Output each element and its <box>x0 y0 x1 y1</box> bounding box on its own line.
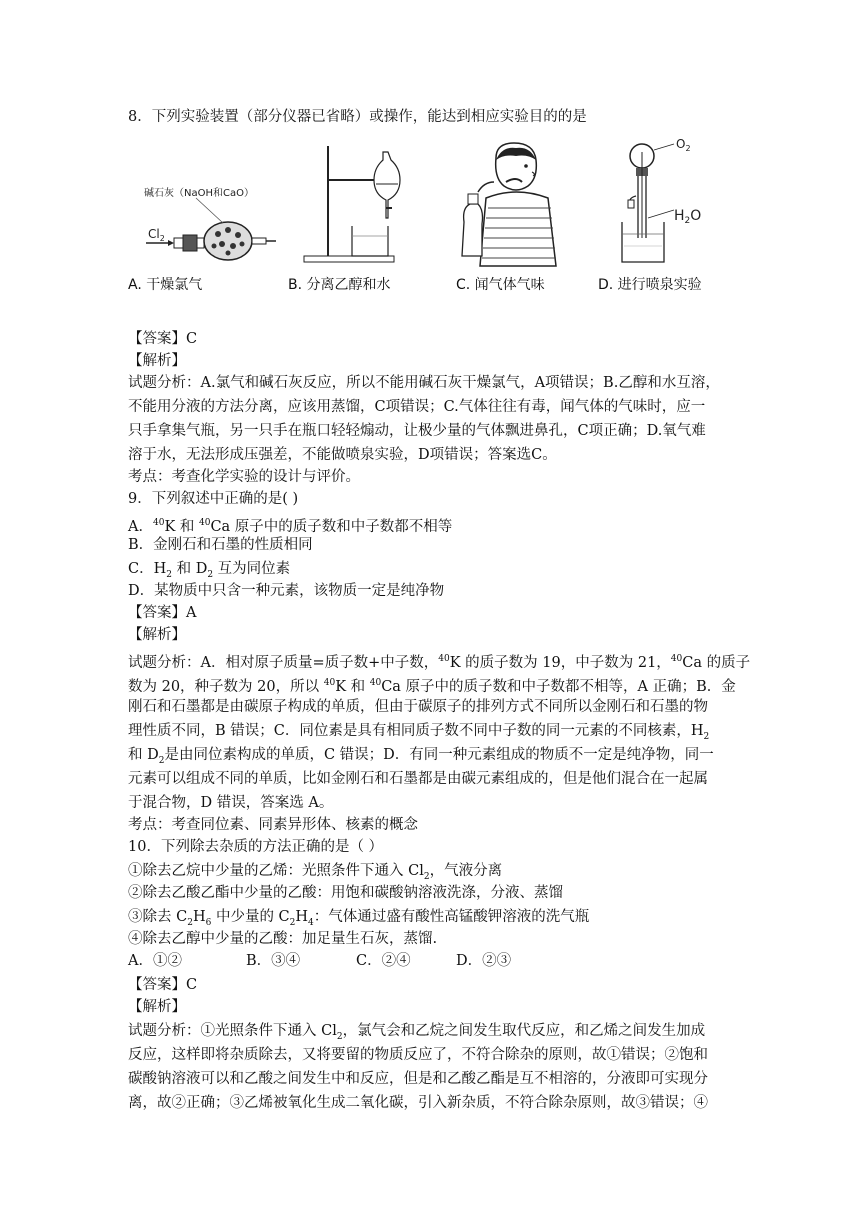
q9-option-a: A．$^{40}$K 和 $^{40}$Ca 原子中的质子数和中子数都不相等 <box>128 518 453 535</box>
figure-c-smelling-gas <box>456 138 596 298</box>
q10-item-1: ①除去乙烷中少量的乙烯：光照条件下通入 $Cl_2$，气液分离 <box>128 863 503 882</box>
oxygen-label: $O_2$ <box>676 138 691 153</box>
caption-c: C. 闻气体气味 <box>456 277 545 293</box>
q9-analysis-heading: 【解析】 <box>128 627 186 643</box>
q8-analysis-line-3: 只手拿集气瓶，另一只手在瓶口轻轻煽动，让极少量的气体飘进鼻孔，C项正确；D.氧气难 <box>128 423 706 439</box>
q10-item-3: ③除去 $C_2H_6$ 中少量的 $C_2H_4$：气体通过盛有酸性高锰酸钾溶液的洗气瓶 <box>128 909 590 928</box>
drying-tube-apparatus <box>128 138 278 268</box>
figure-a-drying-tube <box>128 138 278 298</box>
q9-stem: 9．下列叙述中正确的是( ) <box>128 491 299 507</box>
caption-a: A. 干燥氯气 <box>128 277 203 293</box>
q10-stem: 10．下列除去杂质的方法正确的是（ ） <box>128 839 384 855</box>
q8-stem: 8．下列实验装置（部分仪器已省略）或操作，能达到相应实验目的的是 <box>128 109 587 125</box>
q10-option-a: A．①② <box>128 953 182 969</box>
q10-analysis-line-3: 碳酸钠溶液可以和乙酸之间发生中和反应，但是和乙酸乙酯是互不相溶的，分液即可实现分 <box>128 1071 708 1087</box>
q10-analysis-line-4: 离，故②正确；③乙烯被氧化生成二氧化碳，引入新杂质，不符合除杂原则，故③错误；④ <box>128 1095 708 1111</box>
q9-analysis-line-1: 试题分析：A．相对原子质量=质子数+中子数，$^{40}$K 的质子数为 19，中子数为 21，$^{40}$Ca 的质子 <box>128 654 751 671</box>
q10-option-d: D．②③ <box>456 953 512 969</box>
caption-b: B. 分离乙醇和水 <box>288 277 391 293</box>
q9-answer: 【答案】A <box>128 605 197 621</box>
chlorine-label: $Cl_2$ <box>148 227 165 243</box>
q10-option-c: C．②④ <box>356 953 411 969</box>
figure-d-fountain <box>598 138 738 298</box>
q9-analysis-line-5: 和 $D_2$是由同位素构成的单质，C 错误；D．有同一种元素组成的物质不一定是纯净物，同一 <box>128 747 714 766</box>
q9-analysis-line-7: 于混合物，D 错误，答案选 A。 <box>128 795 334 811</box>
q10-answer: 【答案】C <box>128 977 198 993</box>
q9-option-c: C．$H_2$ 和 $D_2$ 互为同位素 <box>128 561 291 580</box>
q9-point: 考点：考查同位素、同素异形体、核素的概念 <box>128 817 418 833</box>
q9-analysis-line-2: 数为 20，种子数为 20，所以 $^{40}$K 和 $^{40}$Ca 原子中的质子数和中子数都不相等，A 正确；B．金 <box>128 678 736 695</box>
q9-analysis-line-6: 元素可以组成不同的单质，比如金刚石和石墨都是由碳元素组成的，但是他们混合在一起属 <box>128 771 708 787</box>
q10-options <box>128 950 738 972</box>
q8-point: 考点：考查化学实验的设计与评价。 <box>128 469 360 485</box>
fountain-experiment-apparatus <box>598 138 738 268</box>
q8-analysis-line-4: 溶于水，无法形成压强差，不能做喷泉实验，D项错误；答案选C。 <box>128 447 557 463</box>
q9-option-d: D．某物质中只含一种元素，该物质一定是纯净物 <box>128 583 445 599</box>
q8-answer: 【答案】C <box>128 331 198 347</box>
separatory-funnel-apparatus <box>288 138 428 268</box>
q8-analysis-line-2: 不能用分液的方法分离，应该用蒸馏，C项错误；C.气体往往有毒，闻气体的气味时，应一 <box>128 399 706 415</box>
q8-figures <box>128 138 738 298</box>
q9-option-b: B．金刚石和石墨的性质相同 <box>128 537 313 553</box>
q10-item-4: ④除去乙醇中少量的乙酸：加足量生石灰，蒸馏. <box>128 931 438 947</box>
caption-d: D. 进行喷泉实验 <box>598 277 702 293</box>
q8-analysis-line-1: 试题分析：A.氯气和碱石灰反应，所以不能用碱石灰干燥氯气，A项错误；B.乙醇和水互溶， <box>128 375 720 391</box>
q9-analysis-line-3: 刚石和石墨都是由碳原子构成的单质，但由于碳原子的排列方式不同所以金刚石和石墨的物 <box>128 699 708 715</box>
q10-analysis-line-2: 反应，这样即将杂质除去，又将要留的物质反应了，不符合除杂的原则，故①错误；②饱和 <box>128 1047 708 1063</box>
water-label: $H_2O$ <box>674 208 702 226</box>
q8-analysis-heading: 【解析】 <box>128 353 186 369</box>
q10-analysis-line-1: 试题分析：①光照条件下通入 $Cl_2$，氯气会和乙烷之间发生取代反应，和乙烯之间发生加成 <box>128 1023 706 1042</box>
q10-option-b: B．③④ <box>246 953 301 969</box>
soda-lime-label: 碱石灰（NaOH和CaO） <box>144 188 254 199</box>
person-smelling-illustration <box>456 138 596 268</box>
q10-analysis-heading: 【解析】 <box>128 999 186 1015</box>
q10-item-2: ②除去乙酸乙酯中少量的乙酸：用饱和碳酸钠溶液洗涤，分液、蒸馏 <box>128 885 563 901</box>
q9-analysis-line-4: 理性质不同，B 错误；C．同位素是具有相同质子数不同中子数的同一元素的不同核素，$H_2$ <box>128 723 710 742</box>
figure-b-separatory-funnel <box>288 138 428 298</box>
